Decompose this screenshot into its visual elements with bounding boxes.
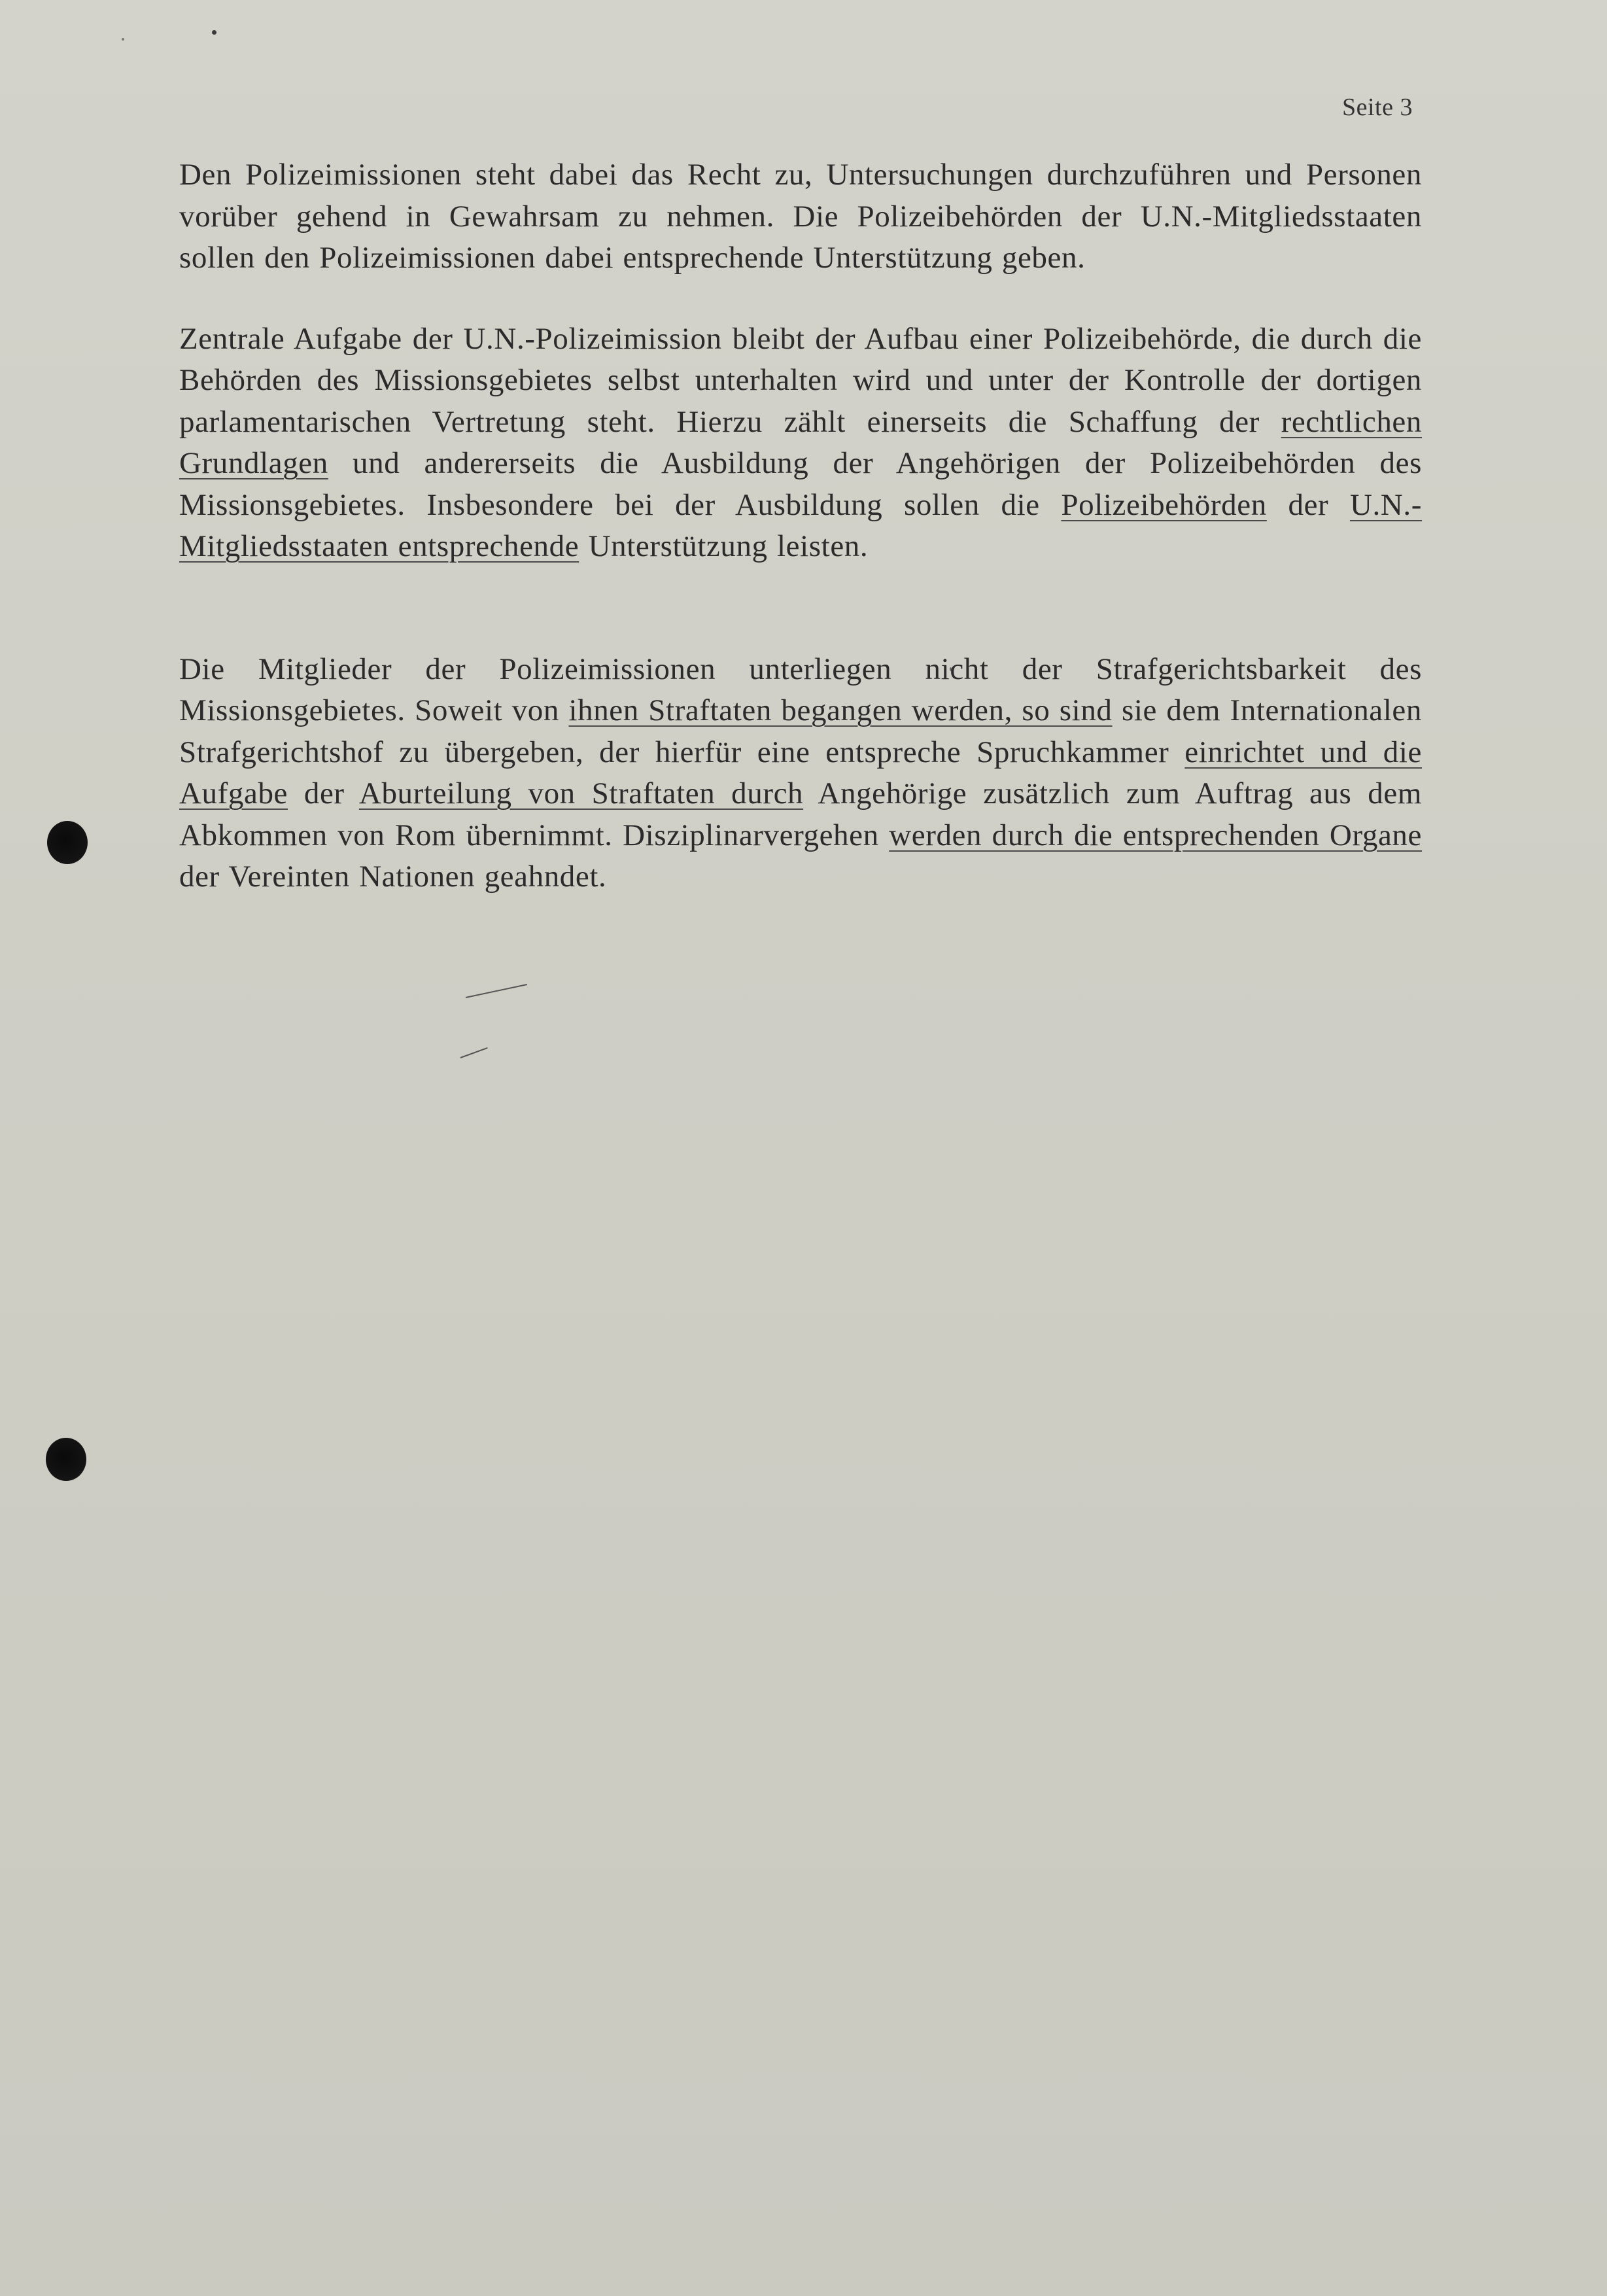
pen-underline: rechtlichen Grundlagen <box>179 404 1422 480</box>
pen-underline: werden durch die entsprechenden Organe <box>889 818 1422 852</box>
text-run: der <box>1266 487 1350 522</box>
text-run: sie dem Internationalen Strafgerichtshof zu übergeben, der hierfür eine entspreche Spruchkammer <box>179 693 1422 769</box>
pen-underline: ihnen Straftaten begangen werden, so sind <box>568 693 1113 727</box>
pen-underline: Polizeibehörden <box>1061 487 1267 522</box>
pen-stroke <box>460 1047 488 1058</box>
document-body <box>179 154 1422 898</box>
paragraph-police-rights: Den Polizeimissionen steht dabei das Recht zu, Untersuchungen durchzuführen und Personen vorüber gehend in Gewahrsam zu nehmen. Die Polizeibehörden der U.N.-Mitgliedsstaaten sollen den Polizeimissionen dabei entsprechende Unterstützung geben. <box>179 158 1422 275</box>
punch-hole <box>46 1438 86 1481</box>
paragraph-jurisdiction <box>179 649 1422 898</box>
paper-speck <box>122 38 124 41</box>
pen-underline: einrichtet und die Aufgabe <box>179 735 1422 810</box>
punch-hole <box>47 821 88 864</box>
pen-stroke <box>466 984 527 998</box>
text-run: der <box>288 776 359 810</box>
text-run: Unterstützung leisten. <box>579 529 869 563</box>
text-run: Angehörige zusätzlich zum Auftrag aus dem Abkommen von Rom übernimmt. Disziplinarvergehen <box>179 776 1423 852</box>
paragraph-central-task <box>179 319 1422 568</box>
text-run: Die Mitglieder der Polizeimissionen unterliegen nicht der Strafgerichtsbarkeit des Missionsgebietes. Soweit von <box>179 652 1422 727</box>
text-run: der Vereinten Nationen geahndet. <box>179 860 607 894</box>
page-number: Seite 3 <box>1342 94 1413 121</box>
text-run: und andererseits die Ausbildung der Angehörigen der Polizeibehörden des Missionsgebietes. Insbesondere bei der Ausbildung sollen die <box>179 446 1422 522</box>
pen-underline: Aburteilung von Straftaten durch <box>358 776 804 810</box>
text-run: Zentrale Aufgabe der U.N.-Polizeimission bleibt der Aufbau einer Polizeibehörde, die durch die Behörden des Missionsgebietes selbst unterhalten wird und unter der Kontrolle der dortigen parlamentarischen Vertretung steht. Hierzu zählt einerseits die Schaffung der <box>179 321 1422 439</box>
paper-speck <box>212 30 216 35</box>
pen-underline: U.N.-Mitgliedsstaaten entsprechende <box>179 487 1422 563</box>
